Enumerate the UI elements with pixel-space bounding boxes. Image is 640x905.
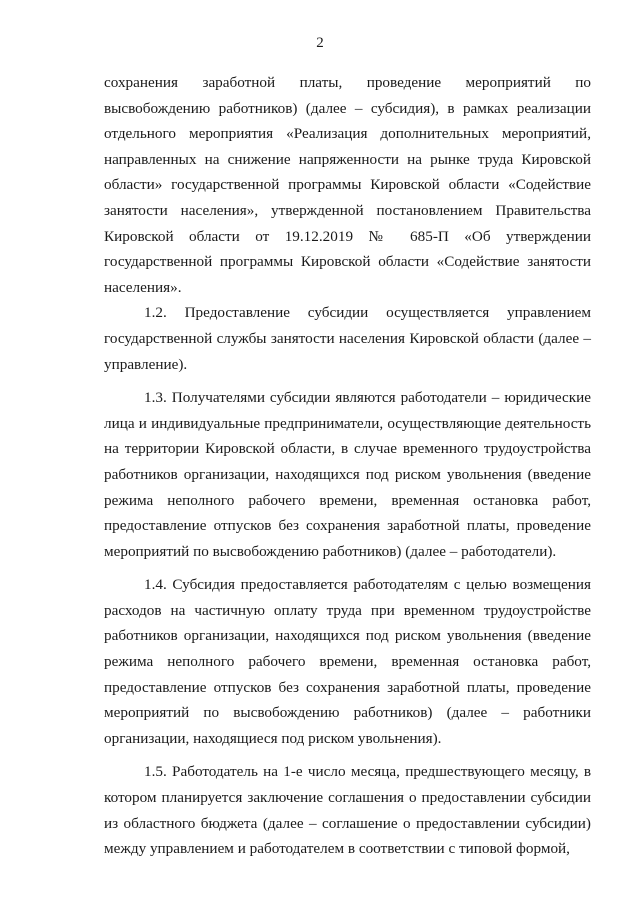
paragraph-1-5: 1.5. Работодатель на 1-е число месяца, предшествующего месяцу, в котором планируется заключение соглашения о предоставлении субсидии из областного бюджета (далее – соглашение о предоставлении субсидии) между управлением и работодателем в соответствии с типовой формой, <box>104 763 591 858</box>
paragraph-1-2: 1.2. Предоставление субсидии осуществляется управлением государственной службы занятости населения Кировской области (далее – управление). <box>104 304 591 373</box>
paragraph-1-3: 1.3. Получателями субсидии являются работодатели – юридические лица и индивидуальные предприниматели, осуществляющие деятельность на территории Кировской области, в случае временного трудоустройства работников организации, находящихся под риском увольнения (введение режима неполного рабочего времени, временная остановка работ, предоставление отпусков без сохранения заработной платы, проведение мероприятий по высвобождению работников) (далее – работодатели). <box>104 389 591 560</box>
paragraph-1-4: 1.4. Субсидия предоставляется работодателям с целью возмещения расходов на частичную оплату труда при временном трудоустройстве работников организации, находящихся под риском увольнения (введение режима неполного рабочего времени, временная остановка работ, предоставление отпусков без сохранения заработной платы, проведение мероприятий по высвобождению работников) (далее – работники организации, находящиеся под риском увольнения). <box>104 576 591 747</box>
document-body <box>104 70 591 862</box>
paragraph-continuation: сохранения заработной платы, проведение мероприятий по высвобождению работников) (далее – субсидия), в рамках реализации отдельного мероприятия «Реализация дополнительных мероприятий, направленных на снижение напряженности на рынке труда Кировской области» государственной программы Кировской области «Содействие занятости населения», утвержденной постановлением Правительства Кировской области от 19.12.2019 № 685-П «Об утверждении государственной программы Кировской области «Содействие занятости населения». <box>104 74 591 296</box>
page-number: 2 <box>316 35 324 51</box>
